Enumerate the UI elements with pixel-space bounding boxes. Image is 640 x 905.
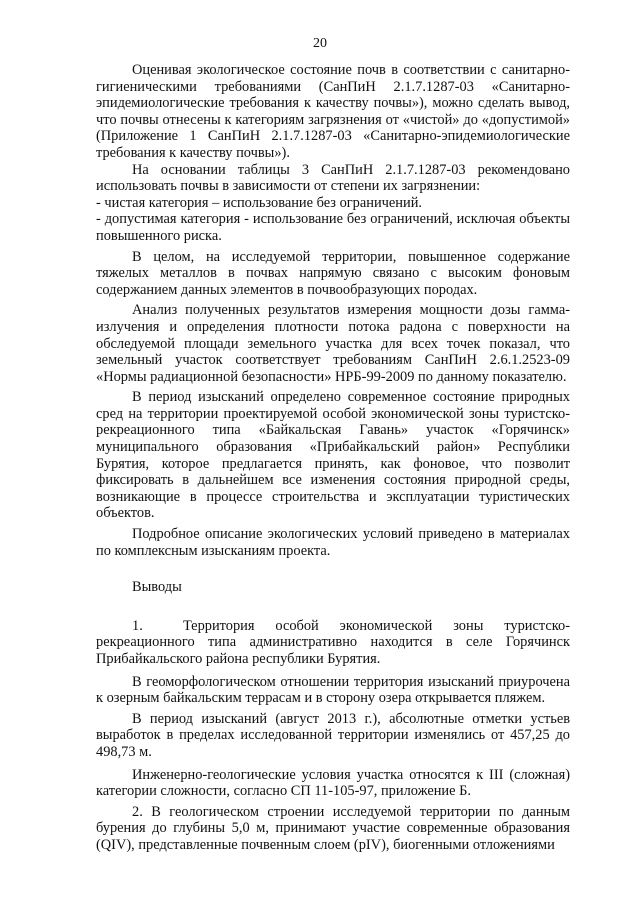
section-heading-conclusions: Выводы	[132, 579, 182, 596]
paragraph-radiation: Анализ полученных результатов измерения мощности дозы гамма-излучения и определения плотности потока радона с поверхности на обследуемой площади земельного участка для всех точек показал, что земельный участок соответствует требованиям СанПиН 2.6.1.2523-09 «Нормы радиационной безопасности» НРБ-99-2009 по данному показателю.	[96, 302, 570, 385]
conclusion-item-1-text: Территория особой экономической зоны туристско-рекреационного типа административно находится в селе Горячинск Прибайкальского района республики Бурятия.	[96, 617, 570, 667]
conclusion-elevations: В период изысканий (август 2013 г.), абсолютные отметки устьев выработок в пределах исследованной территории изменялись от 457,25 до 498,73 м.	[96, 710, 570, 760]
list-item-permissible-category: - допустимая категория - использование без ограничений, исключая объекты повышенного риска.	[96, 211, 570, 244]
conclusion-complexity: Инженерно-геологические условия участка относятся к III (сложная) категории сложности, согласно СП 11-105-97, приложение Б.	[96, 766, 570, 800]
page-number: 20	[313, 36, 327, 51]
conclusion-item-2: 2. В геологическом строении исследуемой территории по данным бурения до глубины 5,0 м, принимают участие современные образования (QIV), представленные почвенным слоем (pIV), биогенными отложениями	[96, 803, 570, 853]
paragraph-heavy-metals: В целом, на исследуемой территории, повышенное содержание тяжелых металлов в почвах напрямую связано с высоким фоновым содержанием данных элементов в почвообразующих породах.	[96, 248, 570, 298]
conclusion-item-1	[96, 618, 570, 668]
paragraph-detailed-description: Подробное описание экологических условий приведено в материалах по комплексным изысканиям проекта.	[96, 526, 570, 559]
paragraph-soil-usage: На основании таблицы 3 СанПиН 2.1.7.1287-03 рекомендовано использовать почвы в зависимости от степени их загрязнении:	[96, 161, 570, 195]
conclusion-geomorphology: В геоморфологическом отношении территория изысканий приурочена к озерным байкальским террасам и в сторону озера открывается пляжем.	[96, 673, 570, 707]
list-item-clean-category: - чистая категория – использование без ограничений.	[96, 194, 422, 211]
conclusion-item-1-number: 1.	[132, 617, 143, 634]
page-content	[96, 62, 570, 854]
paragraph-survey-state: В период изысканий определено современное состояние природных сред на территории проектируемой особой экономической зоны туристско-рекреационного типа «Байкальская Гавань» участок «Горячинск» муниципального образования «Прибайкальский район» Республики Бурятия, которое предлагается принять, как фоновое, что позволит фиксировать в дальнейшем все изменения состояния природной среды, возникающие в процессе строительства и эксплуатации туристических объектов.	[96, 389, 570, 522]
paragraph-soil-assessment: Оценивая экологическое состояние почв в соответствии с санитарно-гигиеническими требованиями (СанПиН 2.1.7.1287-03 «Санитарно-эпидемиологические требования к качеству почвы»), можно сделать вывод, что почвы отнесены к категориям загрязнения от «чистой» до «допустимой» (Приложение 1 СанПиН 2.1.7.1287-03 «Санитарно-эпидемиологические требования к качеству почвы»).	[96, 62, 570, 161]
